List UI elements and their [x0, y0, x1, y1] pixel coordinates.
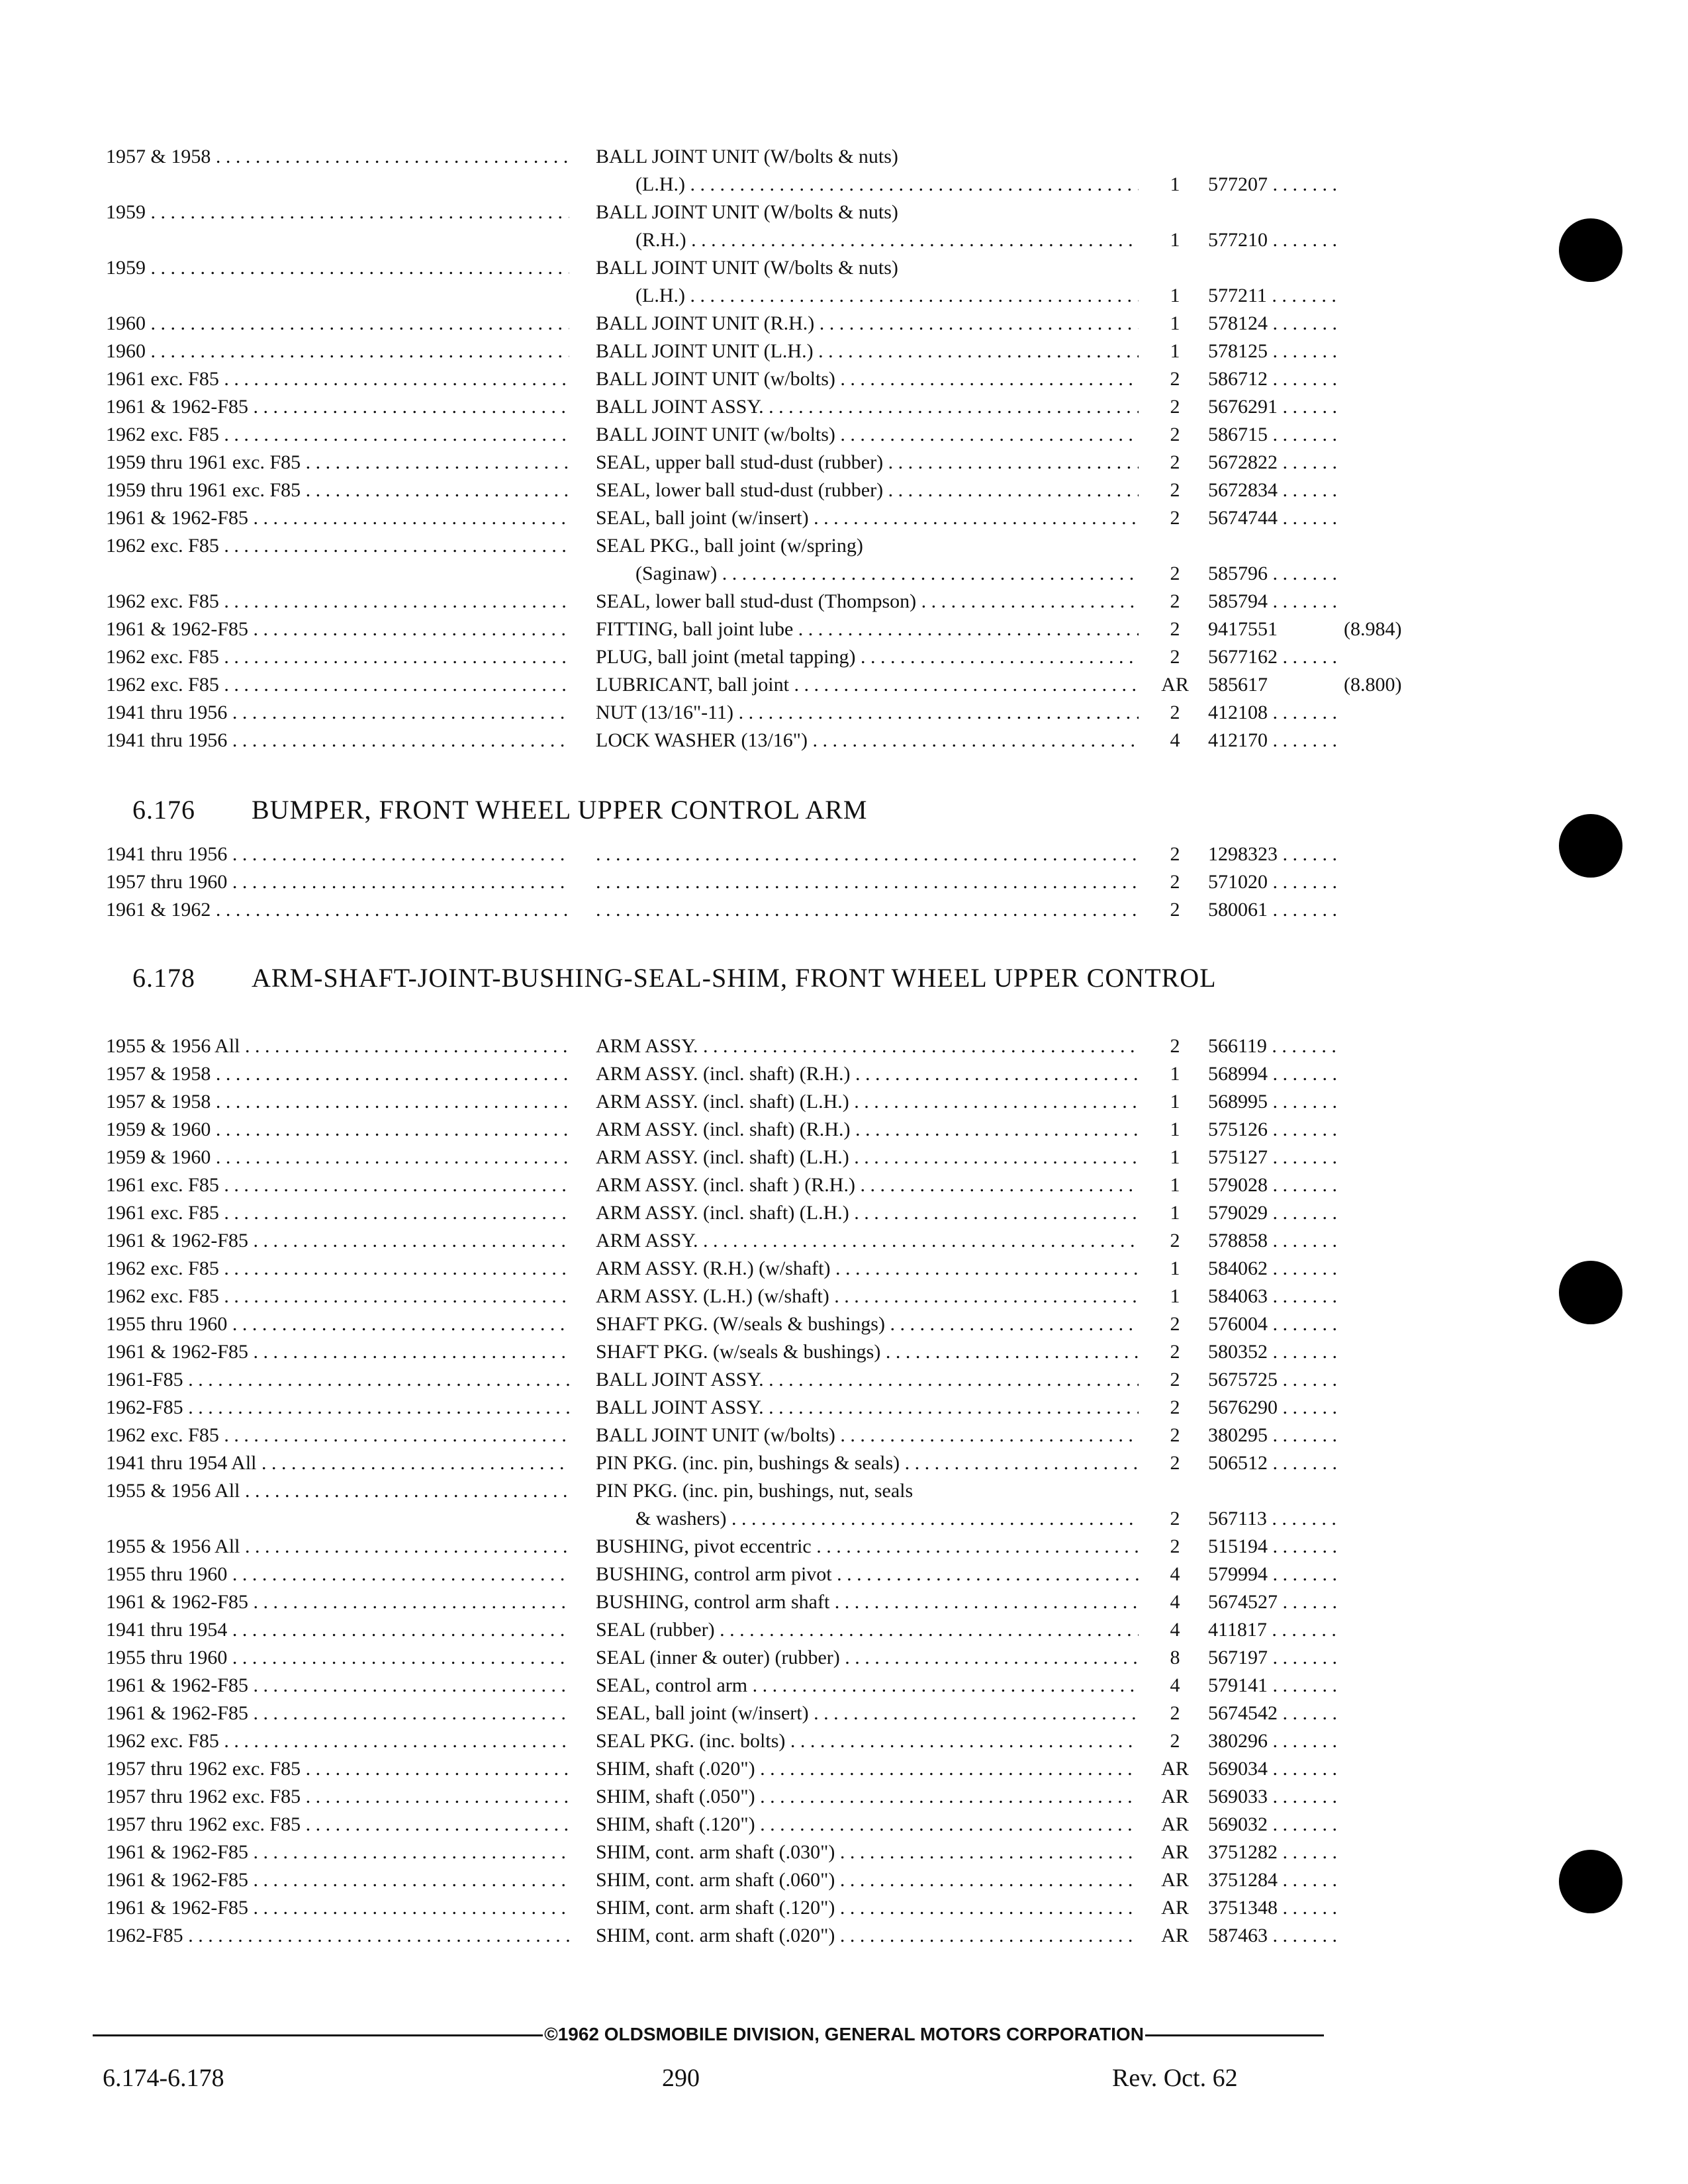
part-description: SHIM, shaft (.020") . . . [596, 1755, 1139, 1783]
quantity: 8 [1170, 1647, 1180, 1668]
group-reference: (8.800) [1344, 674, 1402, 696]
part-number: 380295 . . . [1208, 1422, 1340, 1449]
part-number: 576004 . . . [1208, 1310, 1340, 1338]
parts-row [106, 1449, 1344, 1477]
part-number: 411817 . . . [1208, 1616, 1340, 1644]
model-year: 1959 & 1960 . . . [106, 1144, 569, 1171]
model-year: 1961 exc. F85 . . . [106, 1199, 569, 1227]
model-year: 1941 thru 1956 . . . [106, 699, 569, 727]
model-year: 1961 & 1962-F85 . . . [106, 1894, 569, 1922]
parts-row [106, 588, 1344, 615]
parts-row [106, 841, 1344, 868]
part-description: SHIM, shaft (.050") . . . [596, 1783, 1139, 1811]
parts-row [106, 1422, 1344, 1449]
part-number: 580352 . . . [1208, 1338, 1340, 1366]
quantity: 2 [1170, 1341, 1180, 1363]
quantity: 2 [1170, 702, 1180, 723]
model-year: 1959 thru 1961 exc. F85 . . . [106, 477, 569, 504]
quantity: 4 [1170, 1619, 1180, 1641]
model-year: 1962 exc. F85 . . . [106, 1422, 569, 1449]
part-description [596, 868, 1139, 896]
quantity: 4 [1170, 1674, 1180, 1696]
part-number: 577210 . . . [1208, 226, 1340, 254]
model-year: 1962-F85 . . . [106, 1922, 569, 1950]
part-number: 566119 . . . [1208, 1032, 1340, 1060]
part-number: 3751284 . . . [1208, 1866, 1340, 1894]
part-description: SHIM, cont. arm shaft (.020") . . . [596, 1922, 1139, 1950]
part-number: 578125 . . . [1208, 338, 1340, 365]
parts-row [106, 1700, 1344, 1727]
part-number: 579994 . . . [1208, 1561, 1340, 1588]
part-number: 3751348 . . . [1208, 1894, 1340, 1922]
part-description: ARM ASSY. (incl. shaft) (L.H.) . . . [596, 1088, 1139, 1116]
quantity: 2 [1170, 646, 1180, 668]
model-year: 1957 & 1958 . . . [106, 1088, 569, 1116]
part-number: 580061 . . . [1208, 896, 1340, 924]
model-year: 1960 . . . [106, 310, 569, 338]
part-number: 575127 . . . [1208, 1144, 1340, 1171]
quantity: 2 [1170, 1424, 1180, 1446]
part-number: 380296 . . . [1208, 1727, 1340, 1755]
model-year: 1961 & 1962-F85 . . . [106, 1588, 569, 1616]
part-number: 578858 . . . [1208, 1227, 1340, 1255]
model-year: 1961 exc. F85 . . . [106, 365, 569, 393]
part-description: SEAL (rubber) . . . [596, 1616, 1139, 1644]
part-number: 584063 . . . [1208, 1283, 1340, 1310]
parts-row [106, 1866, 1344, 1894]
parts-row [106, 1727, 1344, 1755]
part-description [596, 841, 1139, 868]
parts-row [106, 868, 1344, 896]
part-description: SHIM, cont. arm shaft (.030") . . . [596, 1839, 1139, 1866]
parts-row [106, 338, 1344, 365]
part-number: 585794 . . . [1208, 588, 1340, 615]
section-title: BUMPER, FRONT WHEEL UPPER CONTROL ARM [252, 795, 868, 825]
section-number: 6.176 [132, 795, 195, 825]
parts-row [106, 421, 1344, 449]
parts-row [106, 477, 1344, 504]
model-year: 1961-F85 . . . [106, 1366, 569, 1394]
model-year: 1962 exc. F85 . . . [106, 671, 569, 699]
parts-row [106, 1839, 1344, 1866]
quantity: 1 [1170, 1091, 1180, 1113]
model-year: 1955 thru 1960 . . . [106, 1310, 569, 1338]
quantity: 1 [1170, 1174, 1180, 1196]
model-year: 1961 & 1962-F85 . . . [106, 615, 569, 643]
model-year: 1961 & 1962-F85 . . . [106, 1866, 569, 1894]
model-year: 1960 . . . [106, 338, 569, 365]
binder-hole [1559, 218, 1622, 282]
part-description: BUSHING, control arm pivot . . . [596, 1561, 1139, 1588]
quantity: 1 [1170, 1285, 1180, 1307]
quantity: 1 [1170, 1118, 1180, 1140]
quantity: 2 [1170, 1035, 1180, 1057]
parts-row [106, 1199, 1344, 1227]
parts-row [106, 449, 1344, 477]
part-number: 578124 . . . [1208, 310, 1340, 338]
quantity: 2 [1170, 368, 1180, 390]
model-year: 1961 & 1962-F85 . . . [106, 1227, 569, 1255]
model-year: 1959 & 1960 . . . [106, 1116, 569, 1144]
quantity: AR [1161, 1869, 1189, 1891]
part-description: NUT (13/16"-11) . . . [596, 699, 1139, 727]
parts-row [106, 1394, 1344, 1422]
quantity: 2 [1170, 1730, 1180, 1752]
parts-row [106, 1338, 1344, 1366]
parts-row [106, 1588, 1344, 1616]
parts-row [106, 1894, 1344, 1922]
quantity: 1 [1170, 229, 1180, 251]
quantity: 1 [1170, 1202, 1180, 1224]
quantity: 4 [1170, 729, 1180, 751]
section-heading-6-176 [132, 794, 1344, 826]
part-description: SEAL PKG. (inc. bolts) . . . [596, 1727, 1139, 1755]
quantity: 2 [1170, 1535, 1180, 1557]
parts-row [106, 1032, 1344, 1060]
part-description: ARM ASSY. (incl. shaft) (L.H.) . . . [596, 1199, 1139, 1227]
part-description: FITTING, ball joint lube . . . [596, 615, 1139, 643]
part-description: LUBRICANT, ball joint . . . [596, 671, 1139, 699]
quantity: 2 [1170, 479, 1180, 501]
parts-row [106, 1561, 1344, 1588]
parts-row [106, 671, 1402, 699]
quantity: 2 [1170, 1702, 1180, 1724]
part-description: LOCK WASHER (13/16") . . . [596, 727, 1139, 754]
part-description: BALL JOINT UNIT (L.H.) . . . [596, 338, 1139, 365]
section-title: ARM-SHAFT-JOINT-BUSHING-SEAL-SHIM, FRONT WHEEL UPPER CONTROL [252, 963, 1217, 993]
part-description: SEAL, lower ball stud-dust (rubber) . . . [596, 477, 1139, 504]
parts-row [106, 896, 1344, 924]
part-number: 569034 . . . [1208, 1755, 1340, 1783]
part-number: 412108 . . . [1208, 699, 1340, 727]
model-year: 1961 & 1962-F85 . . . [106, 504, 569, 532]
parts-row [106, 1144, 1344, 1171]
model-year: 1941 thru 1956 . . . [106, 727, 569, 754]
parts-table-6-176 [106, 841, 1344, 924]
part-description: PIN PKG. (inc. pin, bushings, nut, seals [596, 1480, 914, 1502]
model-year: 1957 thru 1962 exc. F85 . . . [106, 1811, 569, 1839]
quantity: 2 [1170, 1369, 1180, 1390]
part-number: 5674542 . . . [1208, 1700, 1340, 1727]
part-number: 5672834 . . . [1208, 477, 1340, 504]
model-year: 1962-F85 . . . [106, 1394, 569, 1422]
part-number: 575126 . . . [1208, 1116, 1340, 1144]
part-description: BALL JOINT ASSY. . . . [596, 1366, 1139, 1394]
model-year: 1961 & 1962 . . . [106, 896, 569, 924]
quantity: 2 [1170, 590, 1180, 612]
parts-row [106, 143, 1344, 199]
parts-row [106, 1644, 1344, 1672]
part-number: 5677162 . . . [1208, 643, 1340, 671]
parts-row [106, 199, 1344, 254]
model-year: 1959 . . . [106, 254, 569, 282]
parts-row [106, 1171, 1344, 1199]
part-description [596, 896, 1139, 924]
part-number: 569032 . . . [1208, 1811, 1340, 1839]
revision-date: Rev. Oct. 62 [1112, 2064, 1238, 2092]
part-description: PIN PKG. (inc. pin, bushings & seals) . . . [596, 1449, 1139, 1477]
model-year: 1957 thru 1962 exc. F85 . . . [106, 1783, 569, 1811]
part-number: 584062 . . . [1208, 1255, 1340, 1283]
quantity: AR [1161, 1758, 1189, 1780]
part-description: SHAFT PKG. (w/seals & bushings) . . . [596, 1338, 1139, 1366]
model-year: 1961 & 1962-F85 . . . [106, 1672, 569, 1700]
model-year: 1957 thru 1960 . . . [106, 868, 569, 896]
parts-row [106, 310, 1344, 338]
part-description: BUSHING, pivot eccentric . . . [596, 1533, 1139, 1561]
quantity: AR [1161, 1786, 1189, 1807]
part-description: ARM ASSY. (incl. shaft) (R.H.) . . . [596, 1116, 1139, 1144]
part-description: ARM ASSY. (incl. shaft) (L.H.) . . . [596, 1144, 1139, 1171]
model-year: 1961 & 1962-F85 . . . [106, 1839, 569, 1866]
part-number: 506512 . . . [1208, 1449, 1340, 1477]
parts-row [106, 393, 1344, 421]
quantity: AR [1161, 674, 1189, 696]
part-description: SEAL, control arm . . . [596, 1672, 1139, 1700]
part-number: 567197 . . . [1208, 1644, 1340, 1672]
part-description-continued: & washers) . . . [635, 1505, 1139, 1533]
parts-table-6-174 [106, 143, 1402, 754]
quantity: AR [1161, 1925, 1189, 1946]
parts-row [106, 1088, 1344, 1116]
part-number: 5674744 . . . [1208, 504, 1340, 532]
model-year: 1941 thru 1954 . . . [106, 1616, 569, 1644]
part-number: 9417551 [1208, 618, 1278, 640]
parts-row [106, 1283, 1344, 1310]
part-description: PLUG, ball joint (metal tapping) . . . [596, 643, 1139, 671]
part-description: SEAL PKG., ball joint (w/spring) [596, 535, 863, 557]
model-year: 1961 & 1962-F85 . . . [106, 393, 569, 421]
part-number: 567113 . . . [1208, 1505, 1340, 1533]
quantity: 1 [1170, 285, 1180, 306]
model-year: 1959 . . . [106, 199, 569, 226]
model-year: 1955 thru 1960 . . . [106, 1644, 569, 1672]
model-year: 1962 exc. F85 . . . [106, 421, 569, 449]
section-number: 6.178 [132, 963, 195, 993]
part-number: 579141 . . . [1208, 1672, 1340, 1700]
part-description-continued: (R.H.) . . . [635, 226, 1139, 254]
part-number: 5674527 . . . [1208, 1588, 1340, 1616]
part-description: SEAL, ball joint (w/insert) . . . [596, 504, 1139, 532]
model-year: 1941 thru 1956 . . . [106, 841, 569, 868]
quantity: 2 [1170, 396, 1180, 418]
model-year: 1957 & 1958 . . . [106, 1060, 569, 1088]
part-description: ARM ASSY. . . . [596, 1227, 1139, 1255]
model-year: 1955 thru 1960 . . . [106, 1561, 569, 1588]
part-description: BALL JOINT ASSY. . . . [596, 393, 1139, 421]
page-number: 290 [662, 2064, 700, 2092]
part-number: 571020 . . . [1208, 868, 1340, 896]
part-description: BALL JOINT UNIT (R.H.) . . . [596, 310, 1139, 338]
model-year: 1959 thru 1961 exc. F85 . . . [106, 449, 569, 477]
parts-row [106, 1060, 1344, 1088]
binder-hole [1559, 1850, 1622, 1913]
model-year: 1957 thru 1962 exc. F85 . . . [106, 1755, 569, 1783]
part-number: 577207 . . . [1208, 171, 1340, 199]
parts-row [106, 699, 1344, 727]
part-description: BALL JOINT UNIT (w/bolts) . . . [596, 1422, 1139, 1449]
model-year: 1962 exc. F85 . . . [106, 1255, 569, 1283]
part-number: 3751282 . . . [1208, 1839, 1340, 1866]
parts-row [106, 1672, 1344, 1700]
quantity: 2 [1170, 1313, 1180, 1335]
parts-row [106, 1477, 1344, 1533]
parts-row [106, 532, 1344, 588]
parts-row [106, 254, 1344, 310]
binder-hole [1559, 1261, 1622, 1324]
part-description: ARM ASSY. (incl. shaft ) (R.H.) . . . [596, 1171, 1139, 1199]
quantity: 2 [1170, 1396, 1180, 1418]
parts-row [106, 365, 1344, 393]
quantity: 4 [1170, 1591, 1180, 1613]
part-number: 585617 [1208, 674, 1268, 696]
model-year: 1961 & 1962-F85 . . . [106, 1700, 569, 1727]
parts-row [106, 504, 1344, 532]
part-description: SHIM, cont. arm shaft (.060") . . . [596, 1866, 1139, 1894]
part-description: SEAL, ball joint (w/insert) . . . [596, 1700, 1139, 1727]
quantity: AR [1161, 1897, 1189, 1919]
part-number: 412170 . . . [1208, 727, 1340, 754]
part-description: SHIM, cont. arm shaft (.120") . . . [596, 1894, 1139, 1922]
part-number: 579028 . . . [1208, 1171, 1340, 1199]
quantity: 1 [1170, 1146, 1180, 1168]
quantity: 2 [1170, 618, 1180, 640]
quantity: 2 [1170, 1452, 1180, 1474]
part-number: 5676291 . . . [1208, 393, 1340, 421]
parts-row [106, 1755, 1344, 1783]
parts-row [106, 1255, 1344, 1283]
part-number: 5676290 . . . [1208, 1394, 1340, 1422]
model-year: 1955 & 1956 All . . . [106, 1032, 569, 1060]
part-description: BALL JOINT UNIT (w/bolts) . . . [596, 421, 1139, 449]
part-description-continued: (L.H.) . . . [635, 171, 1139, 199]
part-number: 5672822 . . . [1208, 449, 1340, 477]
section-heading-6-178 [132, 962, 1344, 994]
part-description-continued: (L.H.) . . . [635, 282, 1139, 310]
parts-row [106, 1310, 1344, 1338]
parts-row [106, 1227, 1344, 1255]
part-description: SHIM, shaft (.120") . . . [596, 1811, 1139, 1839]
model-year: 1961 & 1962-F85 . . . [106, 1338, 569, 1366]
part-number: 568994 . . . [1208, 1060, 1340, 1088]
quantity: 1 [1170, 1063, 1180, 1085]
part-description: SEAL, lower ball stud-dust (Thompson) . . . [596, 588, 1139, 615]
quantity: 1 [1170, 1257, 1180, 1279]
parts-row [106, 615, 1402, 643]
quantity: AR [1161, 1841, 1189, 1863]
parts-row [106, 1533, 1344, 1561]
model-year: 1941 thru 1954 All . . . [106, 1449, 569, 1477]
binder-hole [1559, 814, 1622, 878]
part-number: 587463 . . . [1208, 1922, 1340, 1950]
part-number: 569033 . . . [1208, 1783, 1340, 1811]
quantity: 4 [1170, 1563, 1180, 1585]
part-description: SEAL, upper ball stud-dust (rubber) . . . [596, 449, 1139, 477]
part-description: BALL JOINT UNIT (w/bolts) . . . [596, 365, 1139, 393]
model-year: 1961 exc. F85 . . . [106, 1171, 569, 1199]
model-year: 1957 & 1958 . . . [106, 143, 569, 171]
part-description: BALL JOINT UNIT (W/bolts & nuts) [596, 201, 898, 223]
part-number: 579029 . . . [1208, 1199, 1340, 1227]
part-number: 585796 . . . [1208, 560, 1340, 588]
parts-table-6-178 [106, 1032, 1344, 1950]
quantity: 2 [1170, 899, 1180, 921]
quantity: 2 [1170, 563, 1180, 584]
part-number: 515194 . . . [1208, 1533, 1340, 1561]
quantity: 1 [1170, 173, 1180, 195]
model-year: 1955 & 1956 All . . . [106, 1533, 569, 1561]
quantity: 2 [1170, 507, 1180, 529]
parts-row [106, 1616, 1344, 1644]
parts-row [106, 643, 1344, 671]
quantity: 1 [1170, 312, 1180, 334]
part-description: ARM ASSY. (L.H.) (w/shaft) . . . [596, 1283, 1139, 1310]
model-year: 1962 exc. F85 . . . [106, 1283, 569, 1310]
part-number: 1298323 . . . [1208, 841, 1340, 868]
part-description: ARM ASSY. (R.H.) (w/shaft) . . . [596, 1255, 1139, 1283]
part-number: 586712 . . . [1208, 365, 1340, 393]
model-year: 1962 exc. F85 . . . [106, 588, 569, 615]
part-description: BUSHING, control arm shaft . . . [596, 1588, 1139, 1616]
parts-row [106, 1366, 1344, 1394]
quantity: 2 [1170, 451, 1180, 473]
parts-row [106, 727, 1344, 754]
quantity: 2 [1170, 843, 1180, 865]
quantity: 2 [1170, 871, 1180, 893]
part-description: SEAL (inner & outer) (rubber) . . . [596, 1644, 1139, 1672]
part-number: 568995 . . . [1208, 1088, 1340, 1116]
part-number: 5675725 . . . [1208, 1366, 1340, 1394]
quantity: 1 [1170, 340, 1180, 362]
model-year: 1962 exc. F85 . . . [106, 532, 569, 560]
quantity: 2 [1170, 1230, 1180, 1251]
quantity: AR [1161, 1813, 1189, 1835]
parts-row [106, 1922, 1344, 1950]
copyright-notice: ©1962 OLDSMOBILE DIVISION, GENERAL MOTORS CORPORATION [544, 2024, 1144, 2044]
part-number: 586715 . . . [1208, 421, 1340, 449]
part-description: ARM ASSY. (incl. shaft) (R.H.) . . . [596, 1060, 1139, 1088]
part-description: ARM ASSY. . . . [596, 1032, 1139, 1060]
parts-row [106, 1783, 1344, 1811]
parts-row [106, 1811, 1344, 1839]
part-number: 577211 . . . [1208, 282, 1340, 310]
section-range: 6.174-6.178 [103, 2064, 224, 2092]
part-description: BALL JOINT ASSY. . . . [596, 1394, 1139, 1422]
parts-row [106, 1116, 1344, 1144]
part-description: BALL JOINT UNIT (W/bolts & nuts) [596, 257, 898, 279]
part-description: SHAFT PKG. (W/seals & bushings) . . . [596, 1310, 1139, 1338]
model-year: 1962 exc. F85 . . . [106, 1727, 569, 1755]
group-reference: (8.984) [1344, 618, 1402, 640]
part-description-continued: (Saginaw) . . . [635, 560, 1139, 588]
model-year: 1955 & 1956 All . . . [106, 1477, 569, 1505]
part-description: BALL JOINT UNIT (W/bolts & nuts) [596, 146, 898, 167]
quantity: 2 [1170, 1508, 1180, 1529]
quantity: 2 [1170, 424, 1180, 445]
model-year: 1962 exc. F85 . . . [106, 643, 569, 671]
